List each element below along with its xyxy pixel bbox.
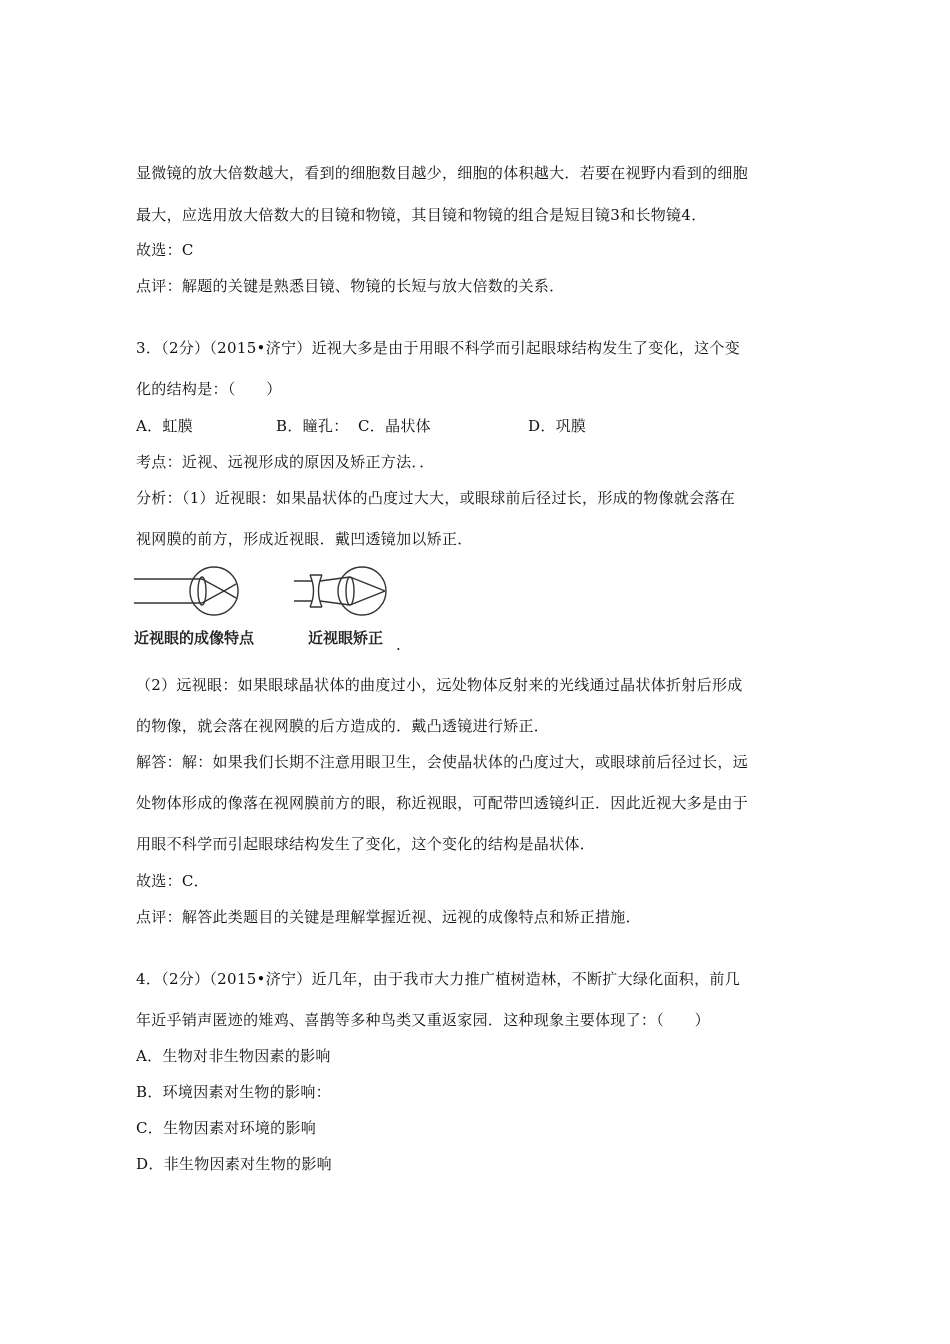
option-b: B．环境因素对生物的影响： <box>136 1083 331 1101</box>
solution-line: 解答：解：如果我们长期不注意用眼卫生，会使晶状体的凸度过大，或眼球前后径过长，远 <box>136 753 749 771</box>
option-b: B．瞳孔： <box>276 417 349 435</box>
option-d: D．非生物因素对生物的影响 <box>136 1155 332 1173</box>
comment-line: 点评：解题的关键是熟悉目镜、物镜的长短与放大倍数的关系． <box>136 277 565 295</box>
option-c: C．晶状体 <box>358 417 431 435</box>
analysis-line: 的物像，就会落在视网膜的后方造成的．戴凸透镜进行矫正． <box>136 717 550 735</box>
analysis-line: 分析：（1）近视眼：如果晶状体的凸度过大大，或眼球前后径过长，形成的物像就会落在 <box>136 489 736 507</box>
question-3-options <box>136 416 586 436</box>
figure-caption-correction: 近视眼矫正 <box>308 629 384 647</box>
question-3-stem: 3．（2分）（2015•济宁）近视大多是由于用眼不科学而引起眼球结构发生了变化，这个变 <box>136 339 741 357</box>
analysis-line: 视网膜的前方，形成近视眼．戴凹透镜加以矫正． <box>136 530 473 548</box>
answer-line: 故选：C． <box>136 872 209 890</box>
option-a: A．生物对非生物因素的影响 <box>136 1047 331 1065</box>
option-d: D．巩膜 <box>528 417 587 435</box>
comment-line: 点评：解答此类题目的关键是理解掌握近视、远视的成像特点和矫正措施． <box>136 908 641 926</box>
option-a: A．虹膜 <box>136 417 194 435</box>
figure-trailing-dot: . <box>396 636 401 654</box>
text-line: 最大，应选用放大倍数大的目镜和物镜，其目镜和物镜的组合是短目镜3和长物镜4． <box>136 206 707 224</box>
text-line: 显微镜的放大倍数越大，看到的细胞数目越少，细胞的体积越大．若要在视野内看到的细胞 <box>136 164 749 182</box>
myopia-diagram <box>134 565 404 625</box>
question-4-stem: 年近乎销声匿迹的雉鸡、喜鹊等多种鸟类又重返家园．这种现象主要体现了：（ ） <box>136 1011 710 1029</box>
knowledge-point: 考点：近视、远视形成的原因及矫正方法．． <box>136 453 435 471</box>
analysis-line: （2）远视眼：如果眼球晶状体的曲度过小，远处物体反射来的光线通过晶状体折射后形成 <box>136 676 743 694</box>
question-4-stem: 4．（2分）（2015•济宁）近几年，由于我市大力推广植树造林，不断扩大绿化面积，前几 <box>136 970 741 988</box>
question-3-stem: 化的结构是：（ ） <box>136 380 282 398</box>
option-c: C．生物因素对环境的影响 <box>136 1119 317 1137</box>
myopia-figure <box>134 565 404 650</box>
solution-line: 用眼不科学而引起眼球结构发生了变化，这个变化的结构是晶状体． <box>136 835 596 853</box>
answer-line: 故选：C <box>136 241 194 259</box>
solution-line: 处物体形成的像落在视网膜前方的眼，称近视眼，可配带凹透镜纠正．因此近视大多是由于 <box>136 794 749 812</box>
figure-caption-myopia: 近视眼的成像特点 <box>134 629 255 647</box>
